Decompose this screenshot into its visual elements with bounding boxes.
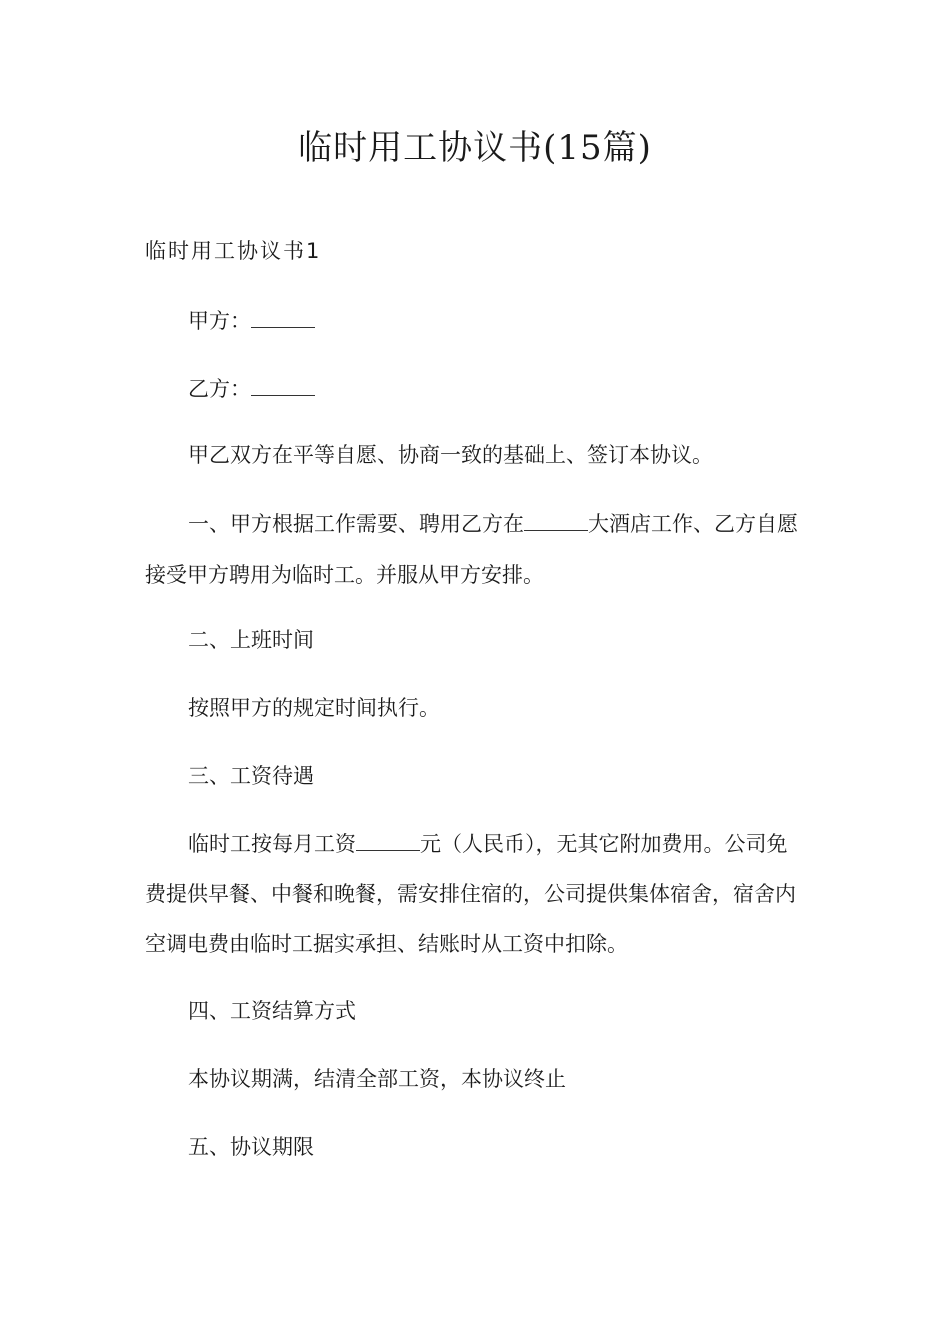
clause2-heading: 二、上班时间	[188, 628, 314, 652]
party-b-line	[188, 373, 315, 404]
clause1-line2: 接受甲方聘用为临时工。并服从甲方安排。	[145, 563, 544, 587]
clause5-heading: 五、协议期限	[188, 1135, 314, 1159]
clause3-line3: 空调电费由临时工据实承担、结账时从工资中扣除。	[145, 932, 628, 956]
party-b-blank	[251, 373, 315, 396]
party-a-line	[188, 305, 315, 336]
party-b-label: 乙方：	[188, 377, 251, 401]
clause3-text-b: 元（人民币），无其它附加费用。公司免	[420, 832, 788, 856]
clause4-text: 本协议期满，结清全部工资，本协议终止	[188, 1067, 566, 1091]
intro-paragraph: 甲乙双方在平等自愿、协商一致的基础上、签订本协议。	[188, 443, 713, 467]
party-a-blank	[251, 305, 315, 328]
clause2-text: 按照甲方的规定时间执行。	[188, 696, 440, 720]
clause1-text-a: 一、甲方根据工作需要、聘用乙方在	[188, 512, 524, 536]
party-a-label: 甲方：	[188, 309, 251, 333]
wage-blank	[356, 828, 420, 851]
clause1-text-b: 大酒店工作、乙方自愿	[588, 512, 798, 536]
clause4-heading: 四、工资结算方式	[188, 999, 356, 1023]
clause3-line2: 费提供早餐、中餐和晚餐，需安排住宿的，公司提供集体宿舍，宿舍内	[145, 882, 796, 906]
hotel-name-blank	[524, 508, 588, 531]
clause3-text-a: 临时工按每月工资	[188, 832, 356, 856]
section-heading: 临时用工协议书1	[145, 239, 322, 263]
document-title: 临时用工协议书(15篇)	[298, 128, 652, 168]
clause3-heading: 三、工资待遇	[188, 764, 314, 788]
clause3-line1	[188, 828, 788, 859]
clause1-line1	[188, 508, 798, 539]
